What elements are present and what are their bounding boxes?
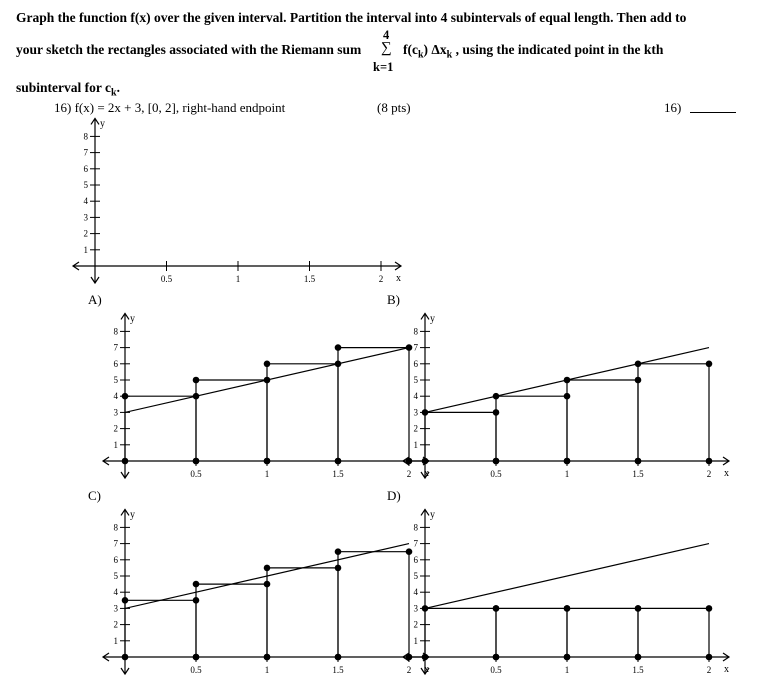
y-tick-label: 5 [413,571,418,581]
sum-term-f: f(c [403,42,418,57]
y-tick-label: 1 [413,439,418,450]
rectangle-vertex-dot [493,654,500,661]
x-axis-label: x [724,468,729,479]
rectangle-vertex-dot [422,654,429,661]
choice-letter-a: A) [88,292,102,307]
problem-points: (8 pts) [377,100,411,115]
y-tick-label: 3 [413,603,418,614]
x-tick-label: 1 [264,665,270,675]
graph-b [403,313,729,479]
rectangle-vertex-dot [335,458,342,465]
rectangle-vertex-dot [635,605,642,612]
rectangle-vertex-dot [264,361,271,368]
answer-number: 16) [664,100,682,115]
rectangle-vertex-dot [193,377,200,384]
riemann-rectangle [125,600,196,657]
y-tick-label: 5 [413,375,418,385]
graph-d [403,509,729,675]
x-tick-label: 1.5 [303,274,316,284]
rectangle-vertex-dot [706,458,713,465]
riemann-rectangle [567,380,638,461]
sum-term-dx: ) Δx [423,42,447,57]
instruction-line-2-end: , using the indicated point in the kth [455,42,664,57]
x-axis-label: x [724,664,729,675]
y-tick-label: 7 [413,538,418,549]
y-tick-label: 8 [413,326,418,337]
x-tick-label: 2 [406,469,412,479]
riemann-rectangle [567,608,638,657]
rectangle-vertex-dot [335,344,342,351]
y-tick-label: 3 [413,407,418,418]
problem-statement: 16) f(x) = 2x + 3, [0, 2], right-hand endpoint [54,100,286,115]
x-tick-label: 0.5 [490,469,502,479]
y-axis-label: y [130,509,135,521]
y-tick-label: 4 [83,196,88,207]
rectangle-vertex-dot [493,605,500,612]
problem-graph [73,118,401,284]
riemann-rectangle [267,364,338,461]
x-tick-label: 1 [564,469,570,479]
sum-lower-limit: k=1 [373,60,394,74]
sum-symbol: ∑ [381,40,392,56]
y-tick-label: 7 [113,342,118,353]
rectangle-vertex-dot [564,605,571,612]
y-tick-label: 7 [413,342,418,353]
y-tick-label: 2 [413,619,418,630]
rectangle-vertex-dot [193,581,200,588]
rectangle-vertex-dot [335,654,342,661]
riemann-rectangle [638,364,709,461]
graph-a [103,313,429,479]
x-tick-label: 1 [264,469,270,479]
x-tick-label: 1 [235,274,241,284]
y-tick-label: 6 [413,358,418,369]
choice-letter-b: B) [387,292,400,307]
rectangle-vertex-dot [422,458,429,465]
y-tick-label: 4 [113,587,118,598]
y-tick-label: 8 [113,326,118,337]
y-axis-label: y [430,509,435,521]
instruction-line-3-end: . [116,80,120,95]
rectangle-vertex-dot [635,458,642,465]
rectangle-vertex-dot [264,565,271,572]
y-axis-label: y [100,118,105,130]
instruction-line-1: Graph the function f(x) over the given interval. Partition the interval into 4 subintervals of equal length. Then add to [16,10,687,25]
sum-term-sub: k [417,49,424,61]
choice-letter-c: C) [88,488,101,503]
rectangle-vertex-dot [335,548,342,555]
y-tick-label: 2 [113,423,118,434]
instruction-line-2-start: your sketch the rectangles associated with the Riemann sum [16,42,362,57]
riemann-rectangle [425,608,496,657]
graph-c [103,509,429,675]
y-tick-label: 5 [113,375,118,385]
y-tick-label: 6 [113,358,118,369]
rectangle-vertex-dot [635,654,642,661]
y-tick-label: 4 [113,391,118,402]
x-tick-label: 2 [378,274,384,284]
riemann-rectangle [496,608,567,657]
y-tick-label: 3 [113,603,118,614]
x-tick-label: 2 [706,665,712,675]
rectangle-vertex-dot [264,654,271,661]
rectangle-vertex-dot [706,361,713,368]
rectangle-vertex-dot [564,654,571,661]
y-tick-label: 7 [113,538,118,549]
x-tick-label: 0.5 [160,274,173,284]
x-tick-label: 1.5 [332,469,344,479]
y-tick-label: 8 [113,522,118,533]
y-tick-label: 1 [113,635,118,646]
rectangle-vertex-dot [706,605,713,612]
y-tick-label: 8 [413,522,418,533]
y-tick-label: 6 [413,554,418,565]
y-tick-label: 4 [413,391,418,402]
sum-term-sub-2: k [446,49,453,61]
rectangle-vertex-dot [264,458,271,465]
rectangle-vertex-dot [122,597,129,604]
rectangle-vertex-dot [493,458,500,465]
riemann-rectangle [638,608,709,657]
riemann-rectangle [338,552,409,657]
rectangle-vertex-dot [122,654,129,661]
instruction-line-3-text: subinterval for c [16,80,111,95]
rectangle-vertex-dot [706,654,713,661]
y-tick-label: 5 [113,571,118,581]
rectangle-vertex-dot [122,393,129,400]
instruction-line-3-sub: k [111,87,117,99]
y-tick-label: 2 [413,423,418,434]
rectangle-vertex-dot [122,458,129,465]
function-line [425,544,709,609]
riemann-rectangle [125,396,196,461]
y-tick-label: 3 [113,407,118,418]
x-tick-label: 0.5 [190,469,202,479]
y-tick-label: 1 [413,635,418,646]
riemann-rectangle [267,568,338,657]
y-tick-label: 1 [113,439,118,450]
x-axis-label: x [424,468,429,479]
x-tick-label: 1.5 [632,469,644,479]
x-tick-label: 0.5 [190,665,202,675]
riemann-rectangle [496,396,567,461]
y-tick-label: 6 [83,163,88,174]
y-tick-label: 5 [83,180,88,190]
y-tick-label: 2 [113,619,118,630]
x-tick-label: 1.5 [632,665,644,675]
x-tick-label: 2 [406,665,412,675]
y-tick-label: 3 [83,212,88,223]
y-tick-label: 7 [83,147,88,158]
choice-letter-d: D) [387,488,401,503]
x-axis-label: x [424,664,429,675]
sum-upper-limit: 4 [383,28,390,42]
y-tick-label: 6 [113,554,118,565]
x-tick-label: 1.5 [332,665,344,675]
y-axis-label: y [430,313,435,325]
x-axis-label: x [396,273,401,284]
rectangle-vertex-dot [193,654,200,661]
riemann-rectangle [425,412,496,461]
y-tick-label: 4 [413,587,418,598]
y-tick-label: 1 [83,244,88,255]
riemann-rectangle [338,348,409,461]
rectangle-vertex-dot [406,548,413,555]
rectangle-vertex-dot [193,458,200,465]
riemann-rectangle [196,380,267,461]
riemann-rectangle [196,584,267,657]
x-tick-label: 2 [706,469,712,479]
rectangle-vertex-dot [564,458,571,465]
x-tick-label: 0.5 [490,665,502,675]
x-tick-label: 1 [564,665,570,675]
y-axis-label: y [130,313,135,325]
y-tick-label: 2 [83,228,88,239]
y-tick-label: 8 [83,131,88,142]
